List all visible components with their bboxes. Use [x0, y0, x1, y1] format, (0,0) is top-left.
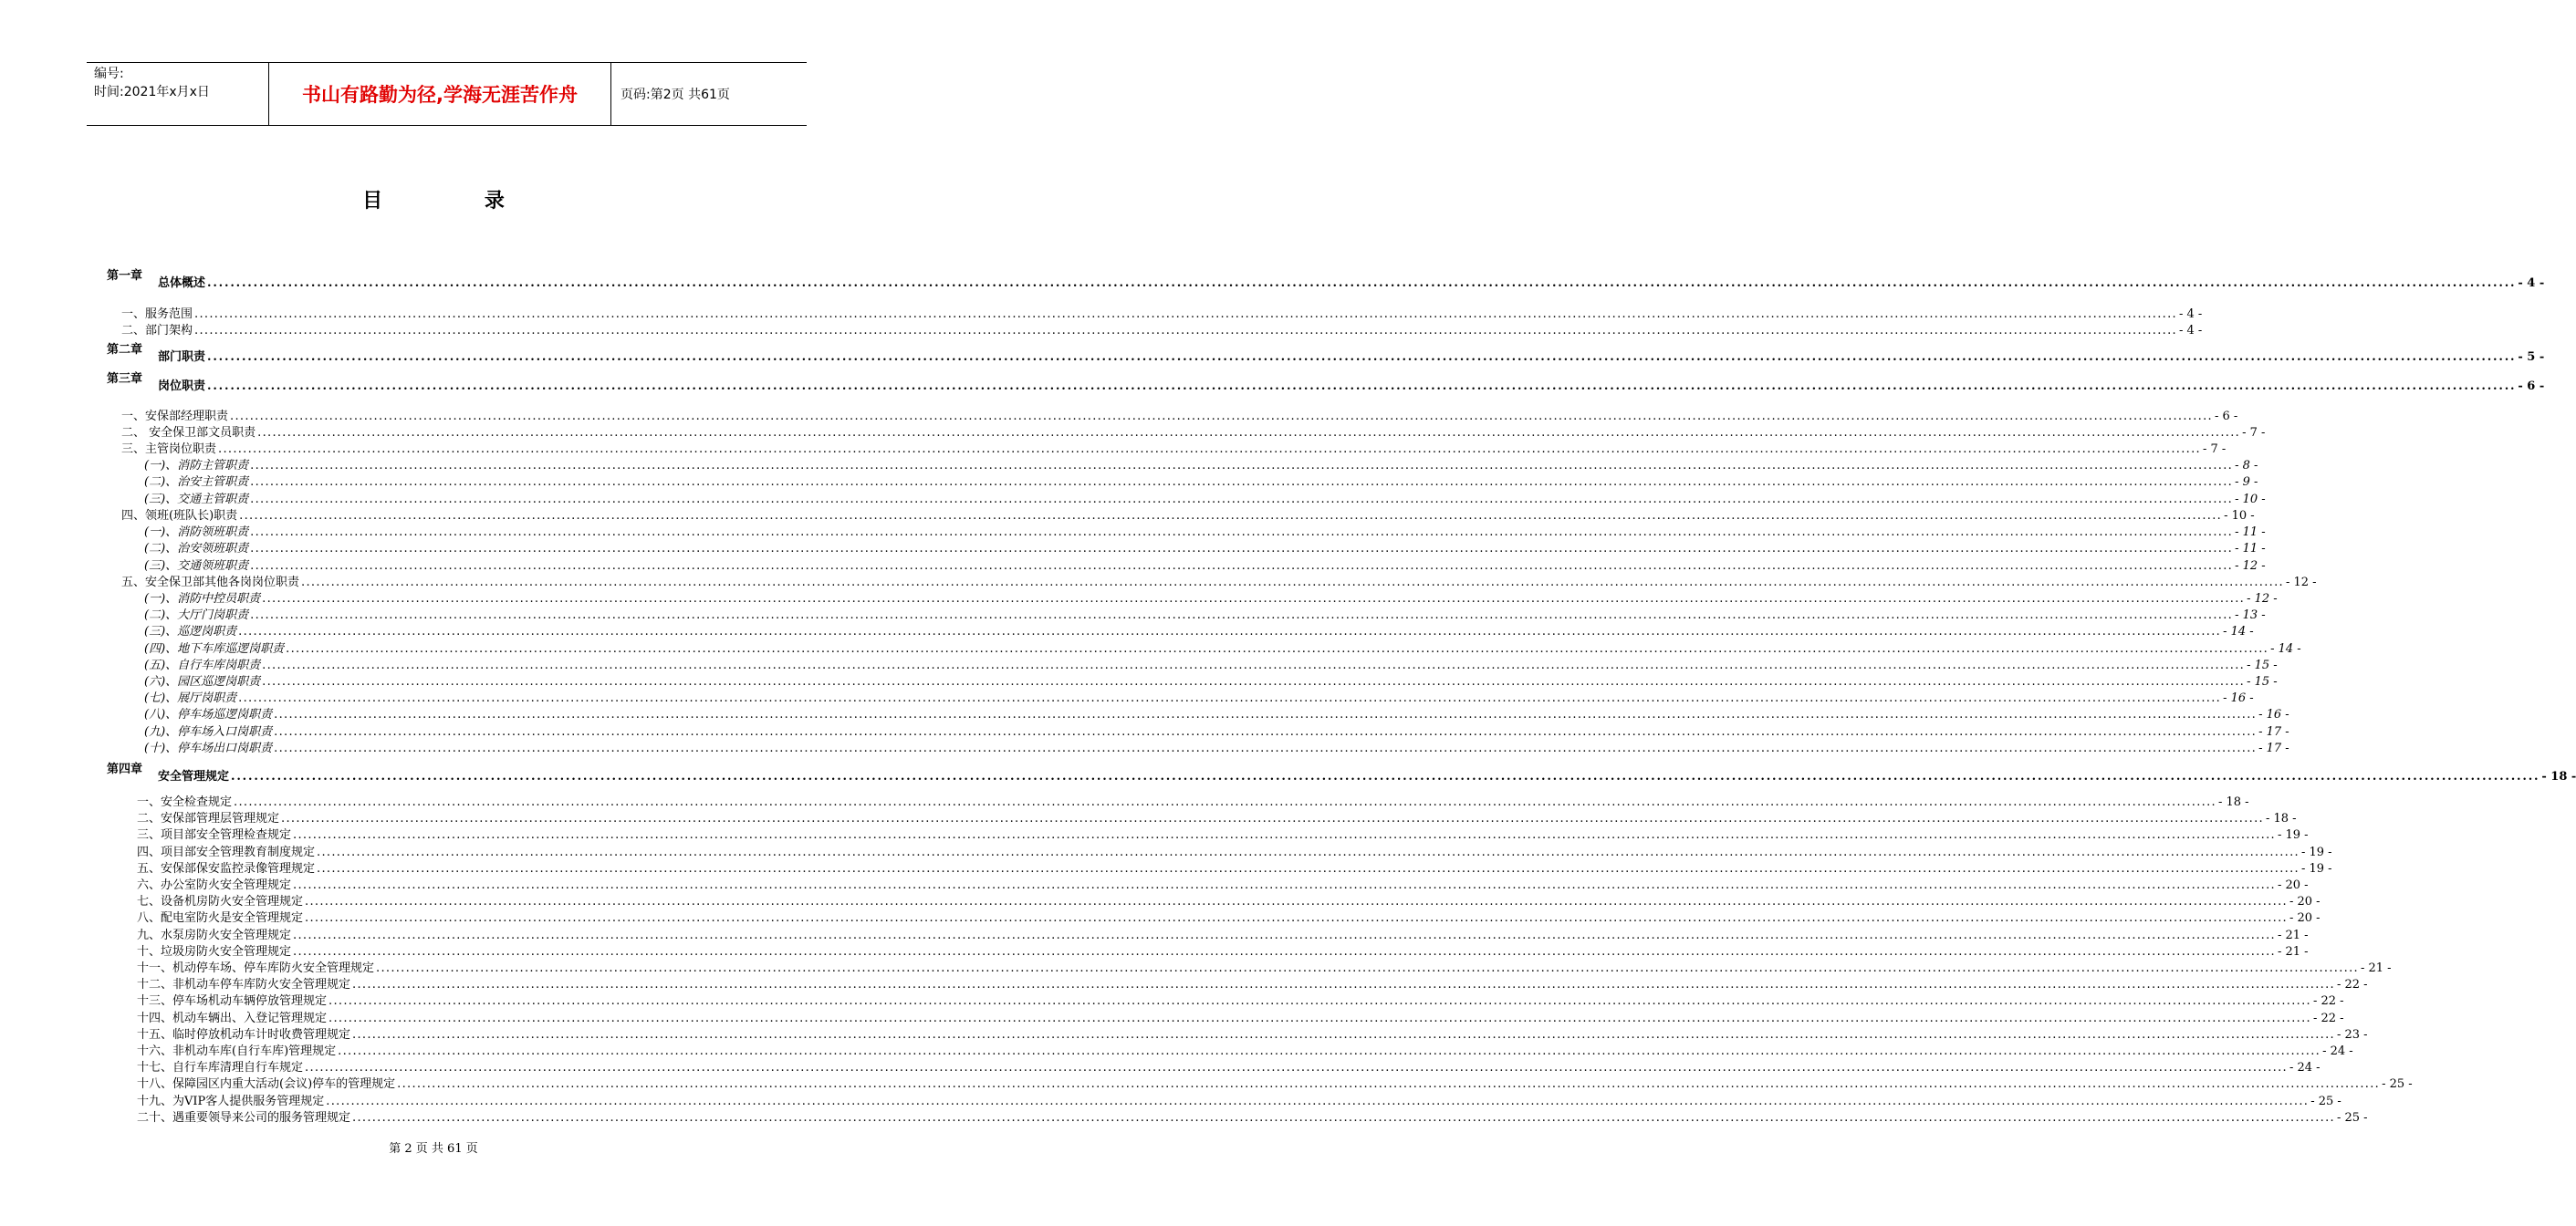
dot-leader: ................................................................................................................................................................................................................................................................................................................................................................................................................ [231, 770, 2540, 784]
toc-page-number: - 24 - [2322, 1044, 2353, 1058]
dot-leader: ................................................................................................................................................................................................................................................................................................................................................................................................................ [262, 592, 2246, 606]
toc-entry-label: (二)、大厅门岗职责 [144, 608, 249, 622]
toc-entry-label: 一、安保部经理职责 [121, 410, 229, 423]
toc-entry-label: 五、安全保卫部其他各岗岗位职责 [121, 576, 300, 589]
toc-page-number: - 18 - [2217, 795, 2249, 809]
dot-leader: ................................................................................................................................................................................................................................................................................................................................................................................................................ [305, 1061, 2288, 1075]
chapter-title: 部门职责 [158, 350, 206, 364]
dot-leader: ................................................................................................................................................................................................................................................................................................................................................................................................................ [250, 559, 2234, 573]
toc-page-number: - 15 - [2247, 675, 2278, 689]
toc-entry-label: (十)、停车场出口岗职责 [144, 742, 273, 755]
toc-entry-label: (三)、交通领班职责 [144, 559, 249, 573]
toc-entry-label: 三、项目部安全管理检查规定 [137, 828, 292, 842]
dot-leader: ................................................................................................................................................................................................................................................................................................................................................................................................................ [281, 812, 2264, 826]
toc-page-number: - 21 - [2277, 945, 2309, 959]
toc-page-number: - 22 - [2312, 1012, 2344, 1025]
toc-page-number: - 7 - [2242, 426, 2266, 440]
toc-page-number: - 19 - [2277, 828, 2309, 842]
dot-leader: ................................................................................................................................................................................................................................................................................................................................................................................................................ [317, 862, 2300, 876]
toc-page-number: - 25 - [2382, 1077, 2413, 1091]
toc-entry-label: (一)、消防中控员职责 [144, 592, 261, 606]
toc-entry-label: 十、垃圾房防火安全管理规定 [137, 945, 292, 959]
toc-entry-label: 六、办公室防火安全管理规定 [137, 878, 292, 892]
toc-entry[interactable] [121, 441, 2227, 457]
toc-page-number: - 12 - [2285, 576, 2317, 589]
dot-leader: ................................................................................................................................................................................................................................................................................................................................................................................................................ [250, 608, 2234, 622]
toc-page-number: - 6 - [2214, 410, 2238, 423]
toc-page-number: - 22 - [2336, 978, 2368, 992]
toc-page-number: - 9 - [2235, 475, 2258, 489]
toc-entry[interactable] [121, 306, 2203, 322]
toc-entry-label [107, 372, 206, 394]
toc-entry-label: 十二、非机动车停车库防火安全管理规定 [137, 978, 351, 992]
chapter-number: 第四章 [107, 763, 143, 776]
dot-leader: ................................................................................................................................................................................................................................................................................................................................................................................................................ [262, 675, 2246, 689]
dot-leader: ................................................................................................................................................................................................................................................................................................................................................................................................................ [238, 625, 2222, 639]
toc-entry-label: (五)、自行车库岗职责 [144, 659, 261, 672]
toc-entry[interactable] [144, 491, 2266, 507]
toc-page-number: - 24 - [2289, 1061, 2320, 1075]
toc-entry-label: 十五、临时停放机动车计时收费管理规定 [137, 1028, 351, 1042]
toc-page-number: - 10 - [2235, 493, 2266, 506]
toc-entry-label: 四、项目部安全管理教育制度规定 [137, 846, 316, 859]
toc-entry-label: (二)、治安领班职责 [144, 542, 249, 556]
toc-entry[interactable] [137, 1026, 2368, 1043]
toc-page-number: - 19 - [2300, 862, 2332, 876]
toc-page-number: - 23 - [2336, 1028, 2368, 1042]
toc-entry[interactable] [121, 408, 2238, 424]
toc-entry[interactable] [144, 740, 2289, 756]
toc-entry[interactable] [144, 657, 2278, 673]
toc-page-number: - 4 - [2518, 276, 2545, 290]
toc-page-number: - 14 - [2270, 642, 2301, 656]
dot-leader: ................................................................................................................................................................................................................................................................................................................................................................................................................ [207, 276, 2517, 290]
toc-entry-label: (三)、巡逻岗职责 [144, 625, 237, 639]
toc-page-number: - 25 - [2310, 1095, 2341, 1108]
dot-leader: ................................................................................................................................................................................................................................................................................................................................................................................................................ [352, 978, 2335, 992]
dot-leader: ................................................................................................................................................................................................................................................................................................................................................................................................................ [239, 509, 2223, 523]
toc-entry-label [107, 269, 206, 291]
toc-entry[interactable] [137, 877, 2309, 893]
toc-entry-label: 二、安保部管理层管理规定 [137, 812, 280, 826]
dot-leader: ................................................................................................................................................................................................................................................................................................................................................................................................................ [301, 576, 2284, 589]
motto: 书山有路勤为径,学海无涯苦作舟 [269, 63, 611, 125]
dot-leader: ................................................................................................................................................................................................................................................................................................................................................................................................................ [262, 659, 2246, 672]
dot-leader: ................................................................................................................................................................................................................................................................................................................................................................................................................ [305, 911, 2288, 925]
toc-entry[interactable] [137, 1010, 2344, 1026]
toc-page-number: - 14 - [2223, 625, 2254, 639]
header-page-info: 页码:第2页 共61页 [621, 88, 730, 102]
toc-entry-label: 九、水泵房防火安全管理规定 [137, 929, 292, 942]
dot-leader: ................................................................................................................................................................................................................................................................................................................................................................................................................ [250, 542, 2234, 556]
toc-entry[interactable] [137, 909, 2320, 926]
dot-leader: ................................................................................................................................................................................................................................................................................................................................................................................................................ [326, 1095, 2310, 1108]
toc-entry[interactable] [121, 322, 2203, 338]
dot-leader: ................................................................................................................................................................................................................................................................................................................................................................................................................ [338, 1044, 2321, 1058]
toc-entry[interactable] [144, 640, 2301, 657]
toc-entry[interactable] [137, 1059, 2320, 1075]
chapter-number: 第一章 [107, 269, 143, 283]
toc-entry-label: 十九、为VIP客人提供服务管理规定 [137, 1095, 325, 1108]
toc-page-number: - 19 - [2300, 846, 2332, 859]
chapter-title: 总体概述 [158, 276, 206, 290]
dot-leader: ................................................................................................................................................................................................................................................................................................................................................................................................................ [397, 1077, 2381, 1091]
toc-page-number: - 18 - [2265, 812, 2297, 826]
toc-entry[interactable] [137, 943, 2309, 960]
toc-entry-label: 十一、机动停车场、停车库防火安全管理规定 [137, 961, 375, 975]
dot-leader: ................................................................................................................................................................................................................................................................................................................................................................................................................ [376, 961, 2359, 975]
toc-entry-label: 一、服务范围 [121, 307, 193, 321]
toc-entry[interactable] [121, 424, 2266, 441]
toc-entry[interactable] [121, 574, 2317, 590]
chapter-number: 第二章 [107, 343, 143, 357]
toc-entry-label: 八、配电室防火是安全管理规定 [137, 911, 304, 925]
toc-page-number: - 7 - [2202, 442, 2227, 456]
toc-entry[interactable] [144, 623, 2254, 639]
toc-entry-label: (九)、停车场入口岗职责 [144, 725, 273, 739]
toc-entry[interactable] [144, 524, 2266, 540]
dot-leader: ................................................................................................................................................................................................................................................................................................................................................................................................................ [274, 725, 2258, 739]
dot-leader: ................................................................................................................................................................................................................................................................................................................................................................................................................ [250, 475, 2234, 489]
toc-entry[interactable] [107, 269, 2545, 291]
toc-entry[interactable] [137, 893, 2320, 909]
toc-entry[interactable] [137, 1109, 2368, 1126]
toc-entry-label: 二十、遇重要领导来公司的服务管理规定 [137, 1111, 351, 1125]
toc-entry[interactable] [144, 557, 2266, 574]
toc-page-number: - 10 - [2224, 509, 2255, 523]
toc-entry-label: (七)、展厅岗职责 [144, 691, 237, 705]
dot-leader: ................................................................................................................................................................................................................................................................................................................................................................................................................ [238, 691, 2222, 705]
toc-page-number: - 12 - [2235, 559, 2266, 573]
toc-entry-label: 十八、保障园区内重大活动(会议)停车的管理规定 [137, 1077, 396, 1091]
toc-entry-label: (八)、停车场巡逻岗职责 [144, 708, 273, 722]
toc-page-number: - 4 - [2178, 307, 2203, 321]
toc-page-number: - 20 - [2277, 878, 2309, 892]
dot-leader: ................................................................................................................................................................................................................................................................................................................................................................................................................ [352, 1028, 2335, 1042]
toc-page-number: - 6 - [2518, 379, 2545, 393]
toc-entry[interactable] [137, 844, 2332, 860]
toc-entry-label: 七、设备机房防火安全管理规定 [137, 895, 304, 909]
toc-entry[interactable] [137, 927, 2309, 943]
toc-entry-label: (六)、园区巡逻岗职责 [144, 675, 261, 689]
toc-entry-label: 四、领班(班队长)职责 [121, 509, 238, 523]
toc-entry-label: 十六、非机动车库(自行车库)管理规定 [137, 1044, 337, 1058]
dot-leader: ................................................................................................................................................................................................................................................................................................................................................................................................................ [234, 795, 2216, 809]
toc-entry-label [107, 763, 230, 784]
dot-leader: ................................................................................................................................................................................................................................................................................................................................................................................................................ [274, 742, 2258, 755]
dot-leader: ................................................................................................................................................................................................................................................................................................................................................................................................................ [194, 307, 2177, 321]
toc-page-number: - 25 - [2336, 1111, 2368, 1125]
toc-entry-label: 二、部门架构 [121, 324, 193, 338]
toc-entry[interactable] [107, 343, 2545, 365]
dot-leader: ................................................................................................................................................................................................................................................................................................................................................................................................................ [194, 324, 2177, 338]
toc-entry[interactable] [137, 1043, 2353, 1059]
dot-leader: ................................................................................................................................................................................................................................................................................................................................................................................................................ [286, 642, 2269, 656]
toc-page-number: - 17 - [2258, 725, 2289, 739]
toc-page-number: - 5 - [2518, 350, 2545, 364]
toc-page-number: - 16 - [2258, 708, 2289, 722]
page-title: 目 录 [362, 190, 552, 213]
toc-entry[interactable] [107, 372, 2545, 394]
toc-page-number: - 15 - [2247, 659, 2278, 672]
toc-entry[interactable] [121, 507, 2255, 524]
dot-leader: ................................................................................................................................................................................................................................................................................................................................................................................................................ [293, 945, 2276, 959]
toc-entry[interactable] [137, 794, 2249, 810]
dot-leader: ................................................................................................................................................................................................................................................................................................................................................................................................................ [250, 459, 2234, 473]
dot-leader: ................................................................................................................................................................................................................................................................................................................................................................................................................ [207, 350, 2517, 364]
dot-leader: ................................................................................................................................................................................................................................................................................................................................................................................................................ [250, 525, 2234, 539]
dot-leader: ................................................................................................................................................................................................................................................................................................................................................................................................................ [250, 493, 2234, 506]
dot-leader: ................................................................................................................................................................................................................................................................................................................................................................................................................ [305, 895, 2288, 909]
dot-leader: ................................................................................................................................................................................................................................................................................................................................................................................................................ [274, 708, 2258, 722]
toc-entry-label: 五、安保部保安监控录像管理规定 [137, 862, 316, 876]
toc-page-number: - 18 - [2541, 770, 2576, 784]
time-label: 时间:2021年x月x日 [94, 85, 210, 99]
toc-entry[interactable] [144, 607, 2266, 623]
toc-entry-label: 十三、停车场机动车辆停放管理规定 [137, 994, 328, 1008]
dot-leader: ................................................................................................................................................................................................................................................................................................................................................................................................................ [352, 1111, 2335, 1125]
toc-entry[interactable] [137, 1093, 2341, 1109]
toc-entry-label: 三、主管岗位职责 [121, 442, 217, 456]
page-footer: 第 2 页 共 61 页 [389, 1142, 478, 1156]
toc-page-number: - 11 - [2235, 525, 2266, 539]
toc-entry[interactable] [144, 673, 2278, 690]
toc-entry[interactable] [144, 540, 2266, 556]
dot-leader: ................................................................................................................................................................................................................................................................................................................................................................................................................ [218, 442, 2201, 456]
toc-page-number: - 4 - [2178, 324, 2203, 338]
toc-entry[interactable] [137, 860, 2332, 877]
toc-entry[interactable] [144, 457, 2258, 473]
toc-entry-label: 一、安全检查规定 [137, 795, 233, 809]
dot-leader: ................................................................................................................................................................................................................................................................................................................................................................................................................ [257, 426, 2241, 440]
toc-page-number: - 17 - [2258, 742, 2289, 755]
toc-entry[interactable] [137, 976, 2368, 992]
toc-entry-label [107, 343, 206, 365]
toc-entry[interactable] [137, 960, 2392, 976]
toc-entry[interactable] [107, 763, 2576, 784]
toc-entry[interactable] [137, 992, 2344, 1009]
toc-page-number: - 22 - [2312, 994, 2344, 1008]
toc-entry-label: (四)、地下车库巡逻岗职责 [144, 642, 285, 656]
toc-page-number: - 20 - [2289, 911, 2320, 925]
dot-leader: ................................................................................................................................................................................................................................................................................................................................................................................................................ [329, 1012, 2311, 1025]
toc-page-number: - 16 - [2223, 691, 2254, 705]
toc-entry-label: (三)、交通主管职责 [144, 493, 249, 506]
toc-entry-label: (二)、治安主管职责 [144, 475, 249, 489]
toc-entry[interactable] [144, 473, 2258, 490]
toc-entry-label: 十七、自行车库清理自行车规定 [137, 1061, 304, 1075]
toc-entry[interactable] [137, 826, 2309, 843]
dot-leader: ................................................................................................................................................................................................................................................................................................................................................................................................................ [293, 929, 2276, 942]
toc-entry[interactable] [144, 706, 2289, 722]
toc-entry-label: (一)、消防领班职责 [144, 525, 249, 539]
toc-entry[interactable] [137, 1075, 2413, 1092]
dot-leader: ................................................................................................................................................................................................................................................................................................................................................................................................................ [293, 828, 2276, 842]
toc-entry[interactable] [144, 590, 2278, 607]
dot-leader: ................................................................................................................................................................................................................................................................................................................................................................................................................ [230, 410, 2213, 423]
toc-page-number: - 12 - [2247, 592, 2278, 606]
toc-page-number: - 20 - [2289, 895, 2320, 909]
toc-page-number: - 11 - [2235, 542, 2266, 556]
dot-leader: ................................................................................................................................................................................................................................................................................................................................................................................................................ [329, 994, 2311, 1008]
toc-page-number: - 8 - [2235, 459, 2258, 473]
chapter-number: 第三章 [107, 372, 143, 386]
code-label: 编号: [94, 67, 124, 81]
dot-leader: ................................................................................................................................................................................................................................................................................................................................................................................................................ [317, 846, 2300, 859]
toc-page-number: - 21 - [2277, 929, 2309, 942]
toc-entry[interactable] [144, 723, 2289, 740]
toc-entry[interactable] [144, 690, 2254, 706]
toc-entry[interactable] [137, 810, 2297, 826]
chapter-title: 岗位职责 [158, 379, 206, 393]
toc-entry-label: (一)、消防主管职责 [144, 459, 249, 473]
dot-leader: ................................................................................................................................................................................................................................................................................................................................................................................................................ [207, 379, 2517, 393]
toc-entry-label: 二、 安全保卫部文员职责 [121, 426, 256, 440]
dot-leader: ................................................................................................................................................................................................................................................................................................................................................................................................................ [293, 878, 2276, 892]
chapter-title: 安全管理规定 [158, 770, 230, 784]
toc-entry-label: 十四、机动车辆出、入登记管理规定 [137, 1012, 328, 1025]
toc-page-number: - 21 - [2360, 961, 2392, 975]
toc-page-number: - 13 - [2235, 608, 2266, 622]
